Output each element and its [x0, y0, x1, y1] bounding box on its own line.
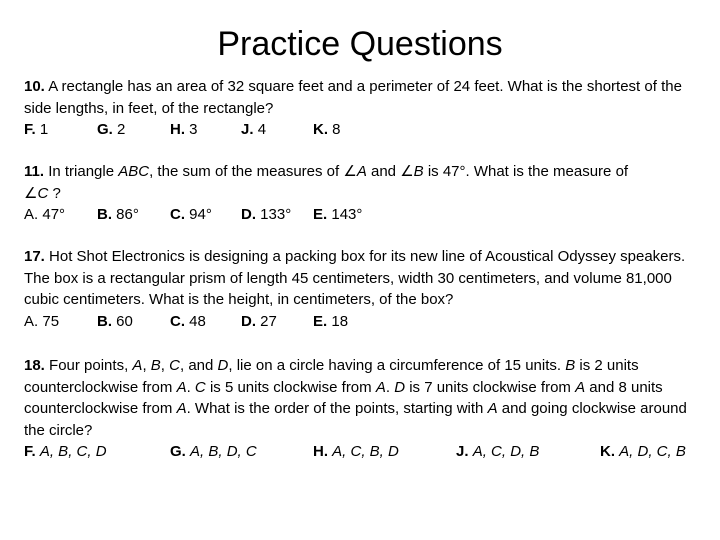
choice-g[interactable]: G. 2: [97, 121, 126, 138]
question-11: [24, 161, 704, 226]
choice-e[interactable]: E. 143°: [313, 206, 363, 223]
choice-k[interactable]: K. 8: [313, 121, 341, 138]
question-text: [24, 76, 704, 119]
choice-b[interactable]: B. 86°: [97, 206, 139, 223]
choice-e[interactable]: E. 18: [313, 312, 349, 330]
choice-d[interactable]: D. 27: [241, 312, 277, 330]
choice-h[interactable]: H. 3: [170, 121, 198, 138]
question-10: [24, 76, 704, 141]
choice-f[interactable]: F. 1: [24, 121, 49, 138]
choice-a[interactable]: A. 47°: [24, 206, 66, 223]
choice-j[interactable]: J. A, C, D, B: [456, 443, 540, 460]
question-number: 17.: [24, 248, 45, 265]
page-title: Practice Questions: [217, 25, 503, 63]
answer-choices: [24, 311, 704, 333]
choice-d[interactable]: D. 133°: [241, 206, 292, 223]
question-text: 11. In triangle ABC, the sum of the measures of ∠A and ∠B is 47°. What is the measure of ∠C ?: [24, 163, 629, 202]
question-number: 11.: [24, 163, 45, 180]
choice-c[interactable]: C. 94°: [170, 206, 212, 223]
question-17: [24, 246, 704, 332]
choice-b[interactable]: B. 60: [97, 312, 133, 330]
question-body: Hot Shot Electronics is designing a packing box for its new line of Acoustical Odyssey speakers. The box is a rectangular prism of length 45 centimeters, width 30 centimeters, and volume 81,000 cubic centimeters. What is the height, in centimeters, of the box?: [24, 248, 686, 308]
choice-c[interactable]: C. 48: [170, 312, 206, 330]
choice-a[interactable]: A. 75: [24, 312, 60, 330]
question-18: [24, 355, 704, 463]
choice-f[interactable]: F. A, B, C, D: [24, 443, 107, 460]
choice-j[interactable]: J. 4: [241, 121, 267, 138]
answer-choices: [24, 441, 704, 463]
question-number: 18.: [24, 357, 45, 374]
question-number: 10.: [24, 78, 45, 95]
question-text: [24, 246, 704, 311]
answer-choices: [24, 204, 704, 226]
question-text: 18. Four points, A, B, C, and D, lie on a circle having a circumference of 15 units. B is 2 units counterclockwise from A. C is 5 units clockwise from A. D is 7 units clockwise from A and 8 units counterclockwise from A. What is the order of the points, starting with A and going clockwise around the circle?: [24, 357, 687, 439]
question-body: A rectangle has an area of 32 square feet and a perimeter of 24 feet. What is the shortest of the side lengths, in feet, of the rectangle?: [24, 78, 682, 117]
choice-h[interactable]: H. A, C, B, D: [313, 443, 399, 460]
answer-choices: [24, 119, 704, 141]
choice-g[interactable]: G. A, B, D, C: [170, 443, 257, 460]
choice-k[interactable]: K. A, D, C, B: [600, 443, 686, 460]
